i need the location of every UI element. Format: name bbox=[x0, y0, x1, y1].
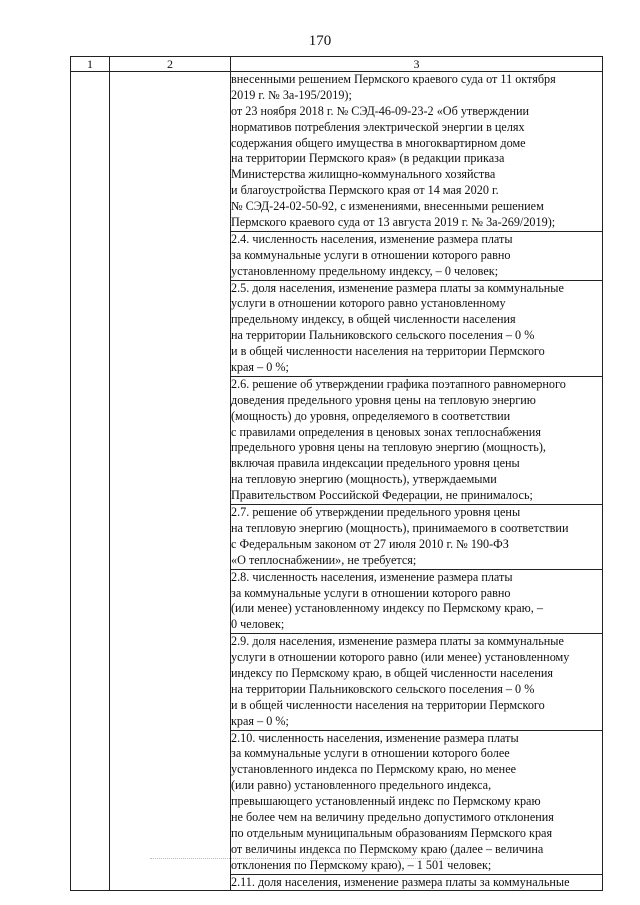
text-line: на тепловую энергию (мощность), принимаемого в соответствии bbox=[231, 520, 569, 535]
text-line: (или равно) установленного предельного индекса, bbox=[231, 778, 492, 793]
text-line: установленного индекса по Пермскому краю, но менее bbox=[231, 762, 517, 777]
column-1-cell bbox=[71, 72, 110, 891]
text-line: на территории Пальниковского сельского поселения – 0 % bbox=[231, 328, 535, 343]
text-line: «О теплоснабжении», не требуется; bbox=[231, 552, 417, 567]
text-line: на территории Пальниковского сельского поселения – 0 % bbox=[231, 681, 535, 696]
text-line: (или менее) установленному индексу по Пермскому краю, – bbox=[231, 601, 543, 616]
text-line: Правительством Российской Федерации, не принималось; bbox=[231, 488, 533, 503]
text-line: 2.10. численность населения, изменение размера платы bbox=[231, 730, 602, 747]
text-line: не более чем на величину предельно допустимого отклонения bbox=[231, 809, 554, 824]
text-line: края – 0 %; bbox=[231, 360, 289, 375]
text-line: 0 человек; bbox=[231, 617, 285, 632]
column-header-1: 1 bbox=[71, 57, 110, 72]
text-line: 2.5. доля населения, изменение размера платы за коммунальные bbox=[231, 280, 602, 297]
text-line: 2.8. численность населения, изменение размера платы bbox=[231, 569, 602, 586]
table-row bbox=[71, 72, 603, 891]
text-line: услуги в отношении которого равно (или менее) установленному bbox=[231, 650, 570, 665]
text-line: доведения предельного уровня цены на тепловую энергию bbox=[231, 392, 536, 407]
text-line: края – 0 %; bbox=[231, 713, 289, 728]
text-line: услуги в отношении которого равно установленному bbox=[231, 296, 506, 311]
text-line: на тепловую энергию (мощность), утверждаемыми bbox=[231, 472, 497, 487]
text-line: на территории Пермского края» (в редакции приказа bbox=[231, 151, 505, 166]
text-line: содержания общего имущества в многоквартирном доме bbox=[231, 135, 526, 150]
text-line: № СЭД-24-02-50-92, с изменениями, внесенными решением bbox=[231, 199, 544, 214]
text-line: 2.6. решение об утверждении графика поэтапного равномерного bbox=[231, 376, 602, 393]
text-line: 2.4. численность населения, изменение размера платы bbox=[231, 231, 602, 248]
text-line: Министерства жилищно-коммунального хозяйства bbox=[231, 167, 496, 182]
text-line: Пермского краевого суда от 13 августа 2019 г. № 3а-269/2019); bbox=[231, 215, 556, 230]
text-line: (мощность) до уровня, определяемого в соответствии bbox=[231, 408, 511, 423]
text-line: 2.11. доля населения, изменение размера платы за коммунальные bbox=[231, 874, 602, 891]
page-number: 170 bbox=[308, 33, 332, 49]
text-line: 2019 г. № 3а-195/2019); bbox=[231, 87, 352, 102]
text-line: индексу по Пермскому краю, в общей численности населения bbox=[231, 665, 554, 680]
text-line: за коммунальные услуги в отношении которого равно bbox=[231, 247, 511, 262]
document-table bbox=[70, 56, 603, 891]
text-line: и в общей численности населения на территории Пермского bbox=[231, 697, 545, 712]
text-line: от 23 ноября 2018 г. № СЭД-46-09-23-2 «Об утверждении bbox=[231, 103, 530, 118]
text-line: включая правила индексации предельного уровня цены bbox=[231, 456, 520, 471]
text-line: 2.7. решение об утверждении предельного уровня цены bbox=[231, 504, 602, 521]
text-line: предельного уровня цены на тепловую энергию (мощность), bbox=[231, 440, 546, 455]
text-line: внесенными решением Пермского краевого суда от 11 октября bbox=[231, 72, 556, 86]
bottom-scan-artifact bbox=[150, 858, 450, 860]
text-line: превышающего установленный индекс по Пермскому краю bbox=[231, 794, 541, 809]
text-line: и в общей численности населения на территории Пермского bbox=[231, 344, 545, 359]
text-line: за коммунальные услуги в отношении которого равно bbox=[231, 585, 511, 600]
text-line: за коммунальные услуги в отношении которого более bbox=[231, 746, 510, 761]
table-header-row bbox=[71, 57, 603, 72]
text-line: 2.9. доля населения, изменение размера платы за коммунальные bbox=[231, 633, 602, 650]
text-line: отклонения по Пермскому краю), – 1 501 человек; bbox=[231, 857, 492, 872]
text-line: по отдельным муниципальным образованиям Пермского края bbox=[231, 825, 553, 840]
column-header-3: 3 bbox=[231, 57, 603, 72]
text-line: с правилами определения в ценовых зонах теплоснабжения bbox=[231, 424, 541, 439]
text-lines bbox=[231, 72, 602, 890]
text-line: предельному индексу, в общей численности населения bbox=[231, 312, 516, 327]
column-3-text-cell bbox=[231, 72, 603, 891]
text-line: и благоустройства Пермского края от 14 мая 2020 г. bbox=[231, 183, 499, 198]
text-line: от величины индекса по Пермскому краю (далее – величина bbox=[231, 841, 544, 856]
column-header-2: 2 bbox=[110, 57, 231, 72]
column-2-cell bbox=[110, 72, 231, 891]
text-line: нормативов потребления электрической энергии в целях bbox=[231, 119, 525, 134]
text-line: установленному предельному индексу, – 0 человек; bbox=[231, 263, 499, 278]
text-line: с Федеральным законом от 27 июля 2010 г. № 190-ФЗ bbox=[231, 536, 509, 551]
